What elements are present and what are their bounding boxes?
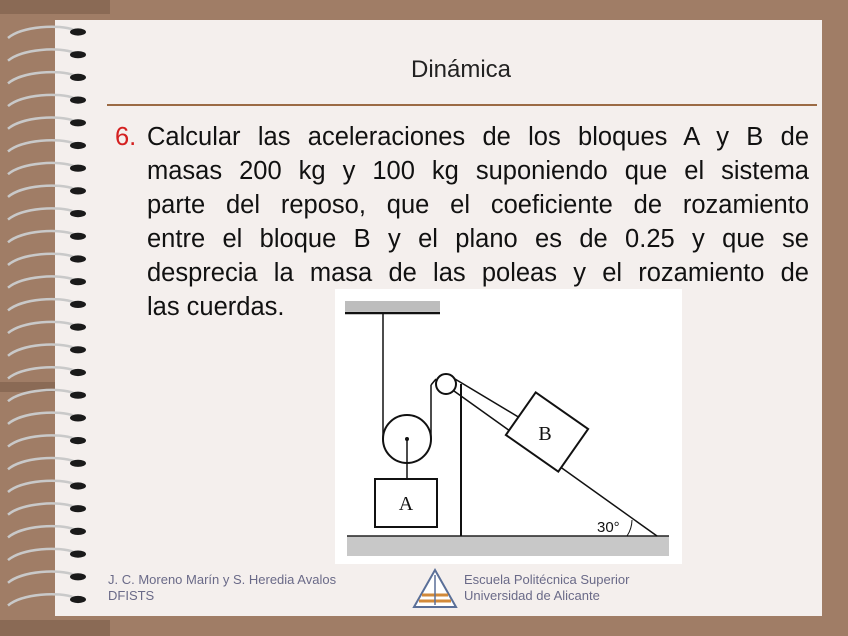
spiral-hole: [70, 187, 86, 194]
spiral-hole: [70, 210, 86, 217]
spiral-ring: [8, 503, 74, 514]
spiral-hole: [70, 255, 86, 262]
spiral-hole: [70, 28, 86, 35]
spiral-ring: [8, 413, 74, 424]
spiral-hole: [70, 165, 86, 172]
question-line: Calcular las aceleraciones de los bloques A y B de: [147, 123, 809, 151]
fixed-pulley: [436, 374, 456, 394]
spiral-hole: [70, 392, 86, 399]
spiral-hole: [70, 233, 86, 240]
question-line: parte del reposo, que el coeficiente de rozamiento: [147, 191, 809, 219]
footer-institution: [464, 572, 629, 604]
spiral-hole: [70, 278, 86, 285]
authors-text: J. C. Moreno Marín y S. Heredia Avalos: [108, 572, 337, 587]
title-divider: [107, 104, 817, 106]
spiral-ring: [8, 72, 74, 83]
spiral-hole: [70, 74, 86, 81]
spiral-ring: [8, 140, 74, 151]
ceiling-support: [345, 301, 440, 311]
spiral-ring: [8, 322, 74, 333]
spiral-hole: [70, 119, 86, 126]
spiral-ring: [8, 208, 74, 219]
slide-title: Dinámica: [410, 56, 512, 83]
spiral-ring: [8, 231, 74, 242]
floor: [347, 536, 669, 556]
spiral-ring: [8, 367, 74, 378]
spiral-ring: [8, 345, 74, 356]
spiral-hole: [70, 573, 86, 580]
spiral-hole: [70, 301, 86, 308]
angle-label: 30°: [597, 519, 620, 536]
question-line: desprecia la masa de las poleas y el rozamiento de: [147, 259, 809, 287]
spiral-hole: [70, 460, 86, 467]
spiral-ring: [8, 526, 74, 537]
spiral-hole: [70, 505, 86, 512]
spiral-ring: [8, 549, 74, 560]
university-text: Universidad de Alicante: [464, 588, 600, 603]
spiral-ring: [8, 481, 74, 492]
spiral-ring: [8, 594, 74, 605]
spiral-hole: [70, 482, 86, 489]
spiral-ring: [8, 299, 74, 310]
question-line: entre el bloque B y el plano es de 0.25 y que se: [147, 225, 809, 253]
block-a-label: A: [398, 493, 414, 515]
question-line: las cuerdas.: [147, 293, 285, 321]
spiral-ring: [8, 95, 74, 106]
spiral-ring: [8, 572, 74, 583]
spiral-hole: [70, 346, 86, 353]
question-line: masas 200 kg y 100 kg suponiendo que el sistema: [147, 157, 809, 185]
spiral-hole: [70, 596, 86, 603]
block-b-label: B: [538, 423, 552, 445]
spiral-hole: [70, 414, 86, 421]
question-number: 6.: [115, 123, 137, 151]
spiral-ring: [8, 254, 74, 265]
spiral-hole: [70, 51, 86, 58]
spiral-ring: [8, 186, 74, 197]
school-text: Escuela Politécnica Superior: [464, 572, 630, 587]
spiral-hole: [70, 437, 86, 444]
spiral-ring: [8, 435, 74, 446]
spiral-ring: [8, 163, 74, 174]
spiral-hole: [70, 528, 86, 535]
department-text: DFISTS: [108, 588, 155, 603]
spiral-ring: [8, 458, 74, 469]
spiral-hole: [70, 142, 86, 149]
university-logo-icon: [412, 567, 458, 609]
spiral-hole: [70, 97, 86, 104]
spiral-ring: [8, 390, 74, 401]
spiral-ring: [8, 276, 74, 287]
footer-authors: [108, 572, 336, 604]
angle-arc: [627, 520, 632, 536]
spiral-hole: [70, 551, 86, 558]
pulley-incline-diagram: [335, 289, 682, 564]
spiral-ring: [8, 27, 74, 38]
spiral-hole: [70, 369, 86, 376]
spiral-ring: [8, 118, 74, 129]
spiral-hole: [70, 324, 86, 331]
spiral-ring: [8, 49, 74, 60]
notebook-spiral-binding: [0, 0, 110, 636]
